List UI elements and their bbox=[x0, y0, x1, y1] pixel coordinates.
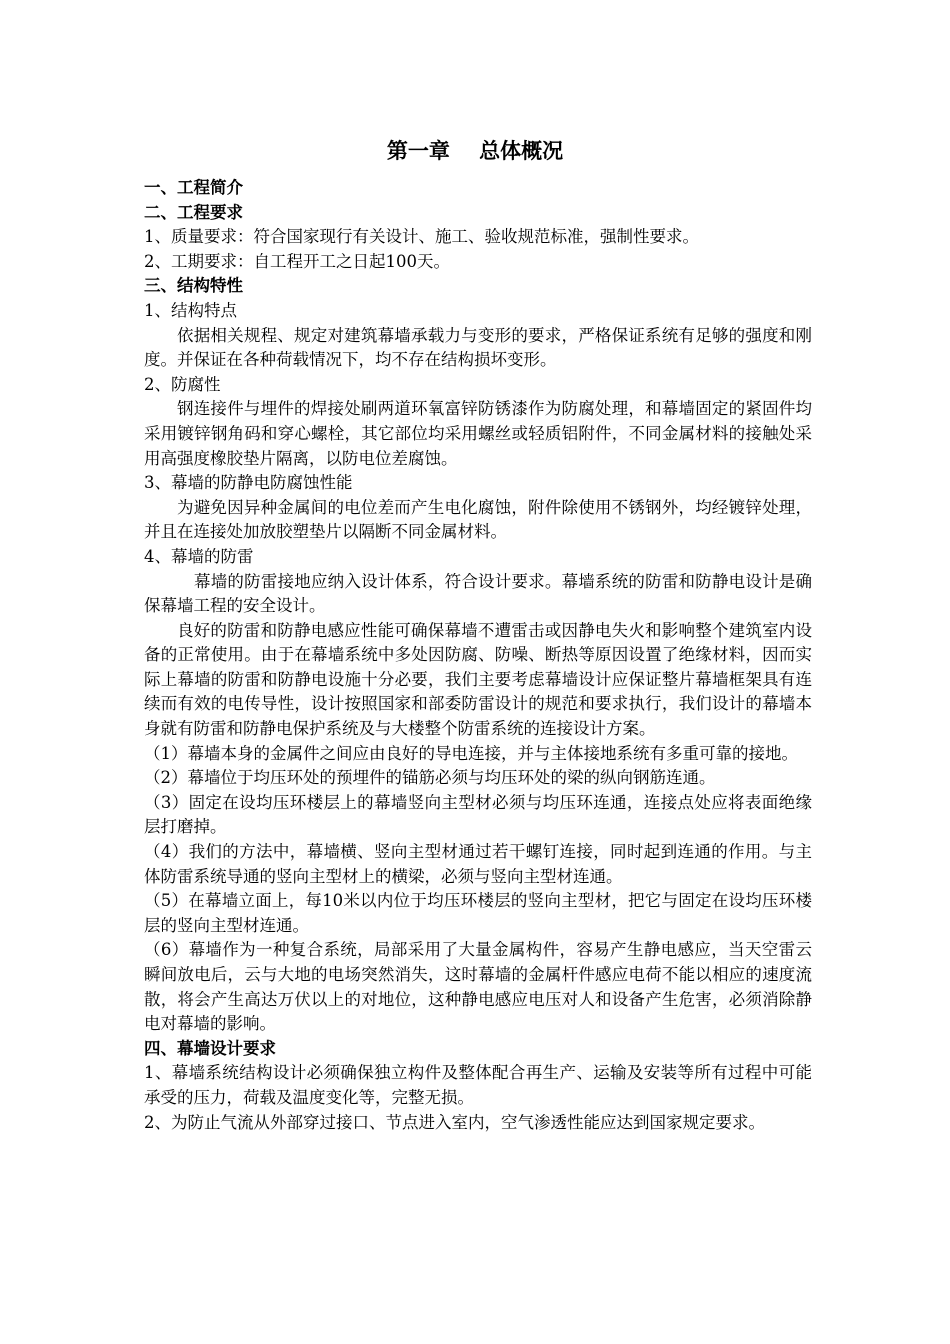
list-item: （1）幕墙本身的金属件之间应由良好的导电连接，并与主体接地系统有多重可靠的接地。 bbox=[144, 743, 798, 763]
list-item: 2、为防止气流从外部穿过接口、节点进入室内，空气渗透性能应达到国家规定要求。 bbox=[144, 1112, 765, 1132]
section-heading: 三、结构特性 bbox=[144, 276, 243, 296]
subsection-heading: 4、幕墙的防雷 bbox=[144, 546, 254, 566]
subsection-heading: 3、幕墙的防静电防腐蚀性能 bbox=[144, 473, 353, 493]
subsection-heading: 1、结构特点 bbox=[144, 300, 237, 320]
section-heading: 一、工程简介 bbox=[144, 178, 243, 197]
chapter-title: 第一章 总体概况 bbox=[386, 139, 564, 163]
document-body bbox=[144, 176, 812, 1135]
body-paragraph: 钢连接件与埋件的焊接处刷两道环氧富锌防锈漆作为防腐处理，和幕墙固定的紧固件均采用镀锌钢角码和穿心螺栓，其它部位均采用螺丝或轻质铝附件，不同金属材料的接触处采用高强度橡胶垫片隔离，以防电位差腐蚀。 bbox=[144, 399, 812, 468]
body-paragraph: 良好的防雷和防静电感应性能可确保幕墙不遭雷击或因静电失火和影响整个建筑室内设备的正常使用。由于在幕墙系统中多处因防腐、防噪、断热等原因设置了绝缘材料，因而实际上幕墙的防雷和防静电设施十分必要，我们主要考虑幕墙设计应保证整片幕墙框架具有连续而有效的电传导性，设计按照国家和部委防雷设计的规范和要求执行，我们设计的幕墙本身就有防雷和防静电保护系统及与大楼整个防雷系统的连接设计方案。 bbox=[144, 620, 812, 739]
body-paragraph: 为避免因异种金属间的电位差而产生电化腐蚀，附件除使用不锈钢外，均经镀锌处理，并且在连接处加放胶塑垫片以隔断不同金属材料。 bbox=[144, 497, 812, 542]
list-item: 1、幕墙系统结构设计必须确保独立构件及整体配合再生产、运输及安装等所有过程中可能承受的压力，荷载及温度变化等，完整无损。 bbox=[144, 1063, 812, 1107]
section-heading: 二、工程要求 bbox=[144, 202, 243, 222]
list-item: 2、工期要求：自工程开工之日起100天。 bbox=[144, 251, 450, 271]
list-item: （3）固定在设均压环楼层上的幕墙竖向主型材必须与均压环连通，连接点处应将表面绝缘层打磨掉。 bbox=[144, 792, 812, 837]
list-item: （6）幕墙作为一种复合系统，局部采用了大量金属构件，容易产生静电感应，当天空雷云瞬间放电后，云与大地的电场突然消失，这时幕墙的金属杆件感应电荷不能以相应的速度流散，将会产生高达万伏以上的对地位，这种静电感应电压对人和设备产生危害，必须消除静电对幕墙的影响。 bbox=[144, 940, 812, 1034]
list-item: （4）我们的方法中，幕墙横、竖向主型材通过若干螺钉连接，同时起到连通的作用。与主体防雷系统导通的竖向主型材上的横梁，必须与竖向主型材连通。 bbox=[144, 842, 812, 886]
body-paragraph: 依据相关规程、规定对建筑幕墙承载力与变形的要求，严格保证系统有足够的强度和刚度。并保证在各种荷载情况下，均不存在结构损坏变形。 bbox=[144, 325, 812, 370]
list-item: （2）幕墙位于均压环处的预埋件的锚筋必须与均压环处的梁的纵向钢筋连通。 bbox=[144, 768, 716, 788]
list-item: （5）在幕墙立面上，每10米以内位于均压环楼层的竖向主型材，把它与固定在设均压环楼层的竖向主型材连通。 bbox=[144, 891, 812, 935]
section-heading: 四、幕墙设计要求 bbox=[144, 1038, 276, 1058]
list-item: 1、质量要求：符合国家现行有关设计、施工、验收规范标准，强制性要求。 bbox=[144, 227, 699, 247]
subsection-heading: 2、防腐性 bbox=[144, 374, 221, 394]
body-paragraph: 幕墙的防雷接地应纳入设计体系，符合设计要求。幕墙系统的防雷和防静电设计是确保幕墙工程的安全设计。 bbox=[144, 571, 812, 616]
